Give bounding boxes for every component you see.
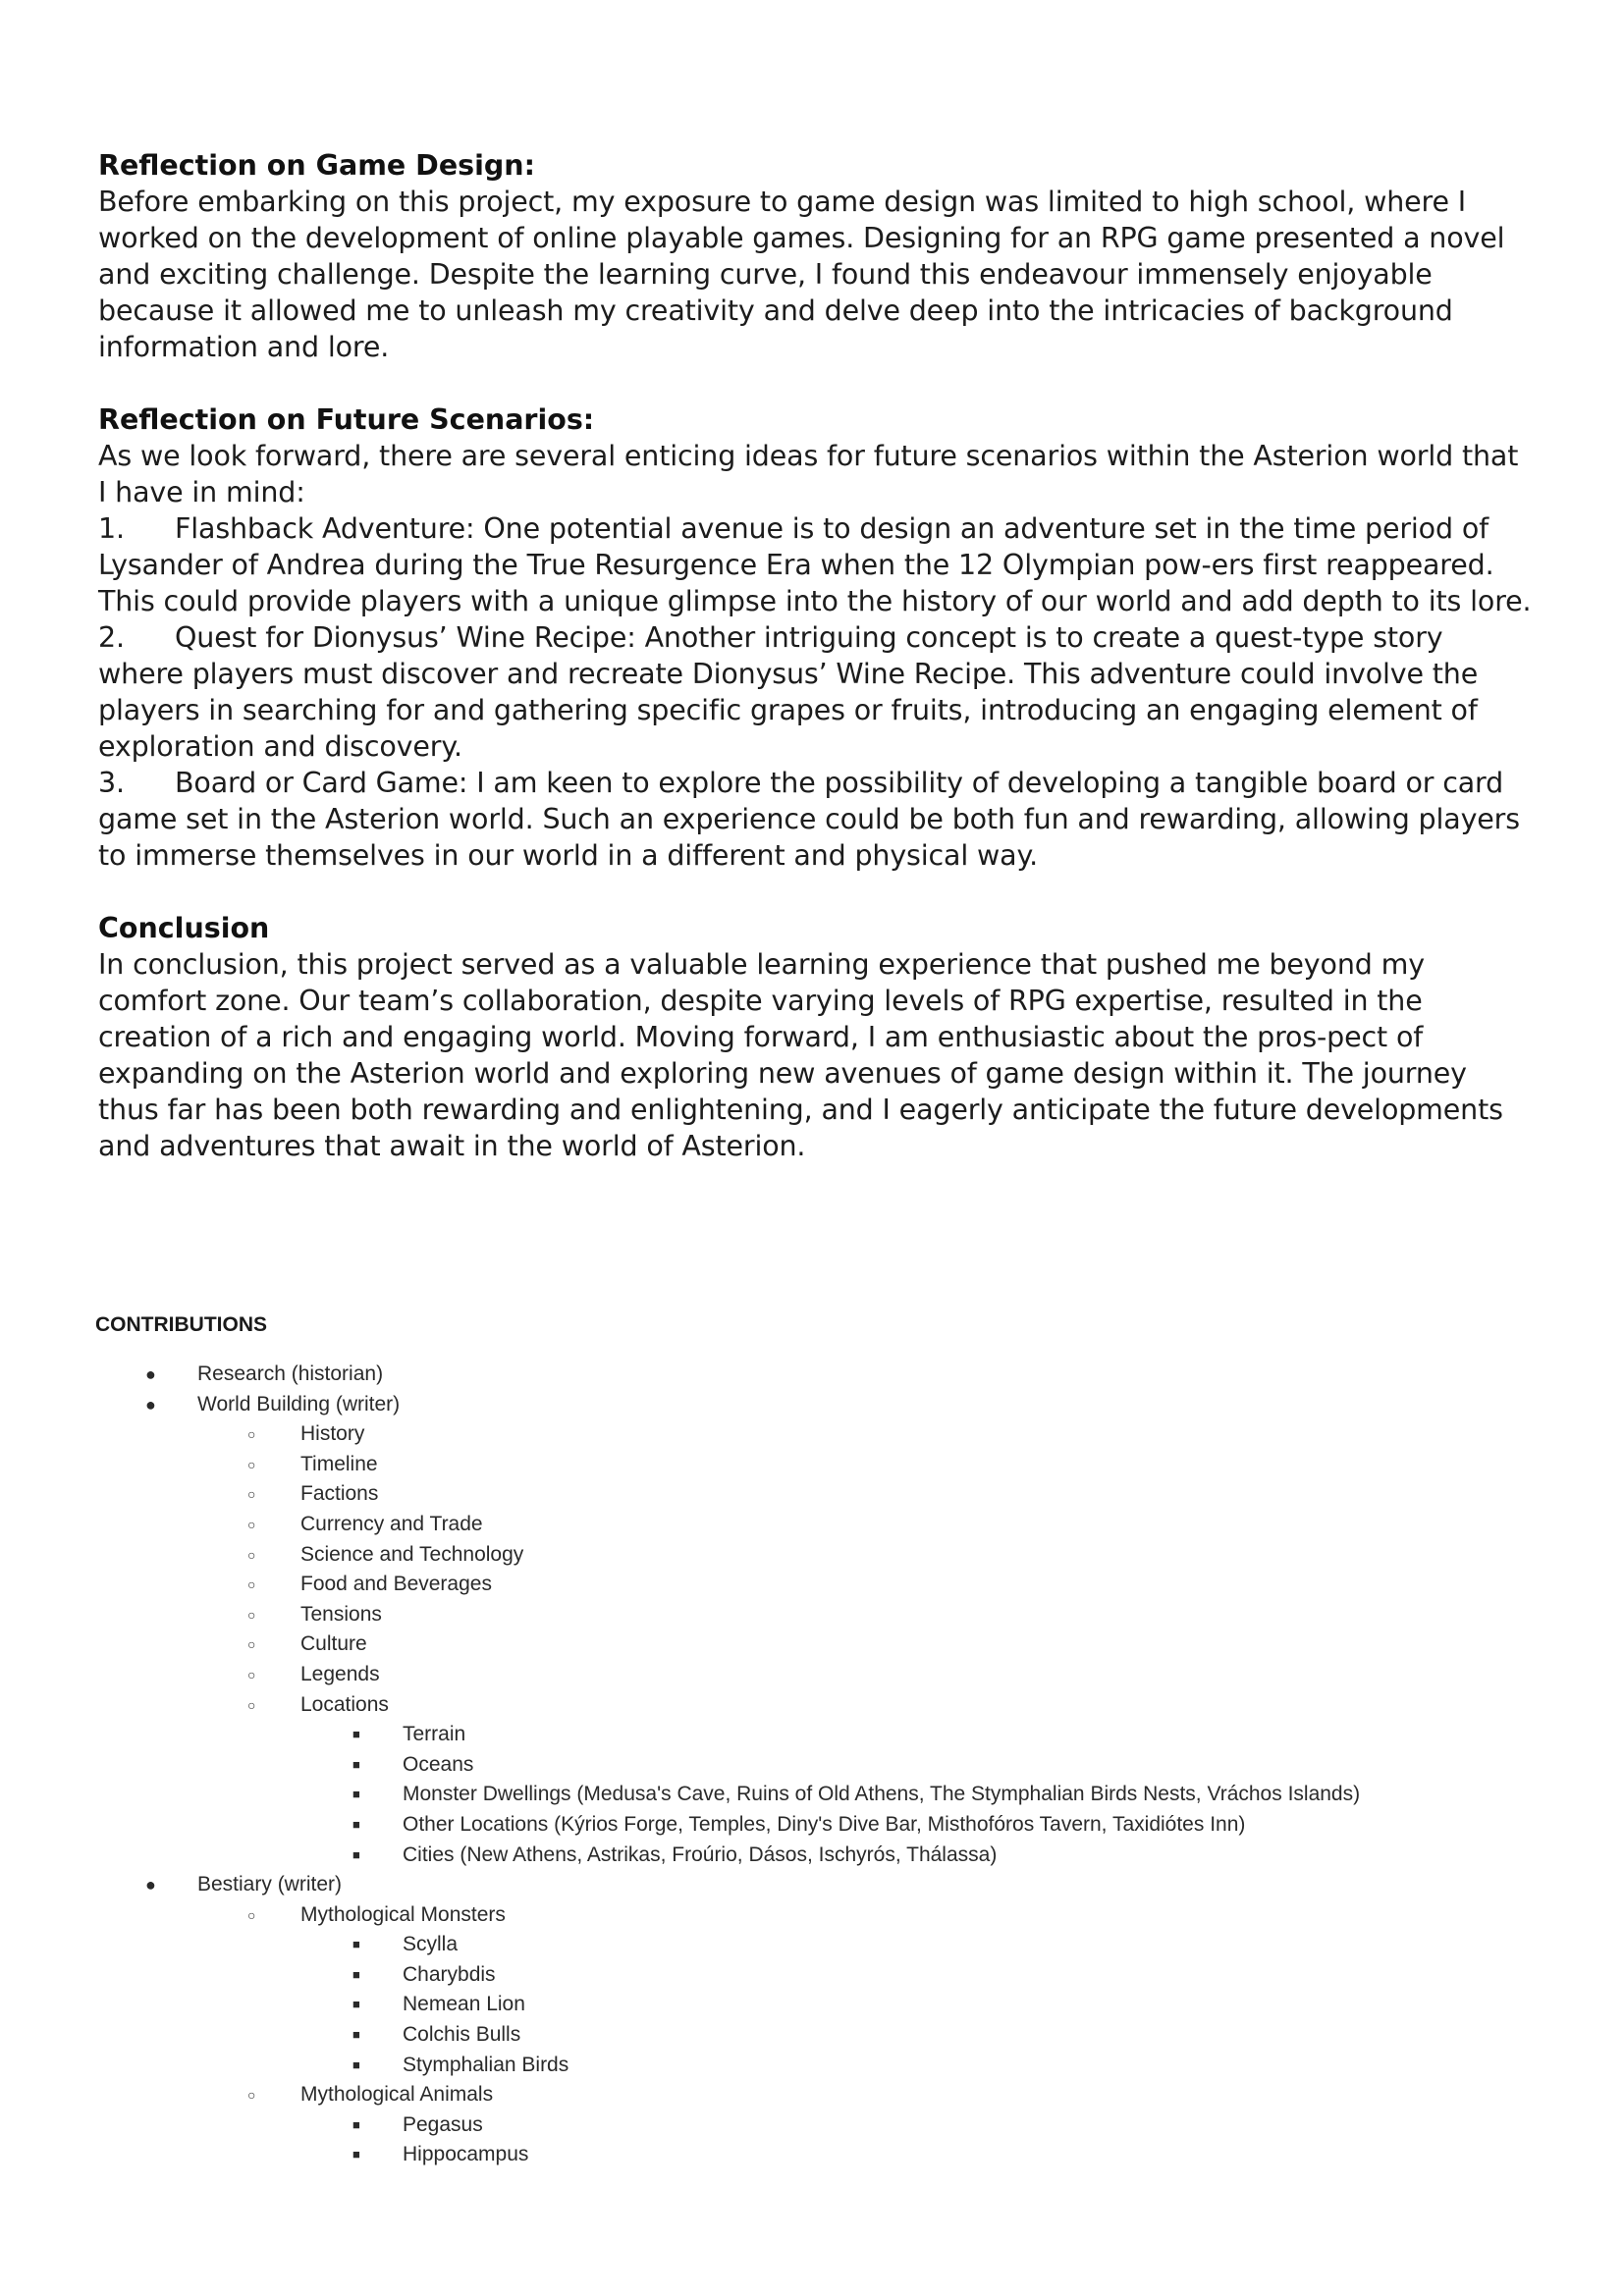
bullet-icon: ■ [352,1846,360,1862]
list-item-text: Cities (New Athens, Astrikas, Froúrio, Dásos, Ischyrós, Thálassa) [403,1842,998,1866]
list-item [95,1690,1529,1721]
list-item [95,1930,1529,1960]
list-item [95,1841,1529,1871]
list-item [95,1900,1529,1931]
list-item-text: Culture [300,1632,367,1656]
list-item-text: History [300,1422,365,1446]
bullet-icon: ■ [352,1966,360,1982]
list-item [95,1870,1529,1900]
list-item-text: Timeline [300,1452,378,1475]
list-item-text: Nemean Lion [403,1993,525,2016]
list-item [95,1360,1529,1390]
section-heading: Reflection on Game Design: [98,149,535,182]
section-future-scenarios [98,401,1532,874]
list-item [98,510,1532,619]
list-item-text: Currency and Trade [300,1512,483,1535]
item-text: Quest for Dionysus’ Wine Recipe: Another intriguing concept is to create a quest-type story where players must discover and recreate Dionysus’ Wine Recipe. This adventure could involve the players in searching for and gathering specific grapes or fruits, introducing an engaging element of exploration and discovery. [98,621,1479,763]
list-item-text: Food and Beverages [300,1573,492,1596]
list-item [95,1600,1529,1630]
list-item [95,1960,1529,1991]
list-item [95,1720,1529,1750]
section-heading: Reflection on Future Scenarios: [98,403,595,436]
bullet-icon: ○ [247,1426,256,1443]
list-item [95,1780,1529,1810]
bullet-icon: ○ [247,1696,256,1713]
list-item-text: Stymphalian Birds [403,2053,569,2076]
item-text: Flashback Adventure: One potential avenue is to design an adventure set in the time period of Lysander of Andrea during the True Resurgence Era when the 12 Olympian pow-ers first reappeared. This could provide players with a unique glimpse into the history of our world and add depth to its lore. [98,512,1532,617]
bullet-icon: ■ [352,1727,360,1742]
bullet-icon: ■ [352,1937,360,1952]
list-item-text: Hippocampus [403,2143,529,2166]
list-item-text: Monster Dwellings (Medusa's Cave, Ruins of Old Athens, The Stymphalian Birds Nests, Vráchos Islands) [403,1783,1361,1806]
section-paragraph: Before embarking on this project, my exposure to game design was limited to high school, where I worked on the development of online playable games. Designing for an RPG game presented a novel and exciting challenge. Despite the learning curve, I found this endeavour immensely enjoyable because it allowed me to unleash my creativity and delve deep into the intricacies of background information and lore. [98,186,1505,363]
bullet-icon: ■ [352,2147,360,2163]
list-item [95,1570,1529,1600]
section-paragraph: In conclusion, this project served as a valuable learning experience that pushed me beyond my comfort zone. Our team’s collaboration, despite varying levels of RPG expertise, resulted in the creation of a rich and engaging world. Moving forward, I am enthusiastic about the pros-pect of expanding on the Asterion world and exploring new avenues of game design within it. The journey thus far has been both rewarding and enlightening, and I eagerly anticipate the future developments and adventures that await in the world of Asterion. [98,948,1503,1162]
bullet-icon: ○ [247,1606,256,1623]
list-item [95,2140,1529,2170]
list-item-text: Factions [300,1482,379,1506]
bullet-icon: ○ [247,1546,256,1563]
bullet-icon: ○ [247,1486,256,1503]
list-item-text: Tensions [300,1602,382,1626]
reflection-text [98,147,1532,1201]
list-item-text: Oceans [403,1752,474,1776]
list-item-text: Locations [300,1692,389,1716]
list-item-text: Legends [300,1662,380,1685]
list-item-text: Scylla [403,1933,459,1956]
section-game-design [98,147,1532,365]
list-item [95,1629,1529,1660]
list-item [95,2110,1529,2141]
bullet-icon: ○ [247,1576,256,1593]
bullet-icon: ● [145,1364,156,1384]
bullet-icon: ○ [247,1666,256,1682]
list-item-text: Mythological Monsters [300,1902,506,1926]
list-item [95,1479,1529,1510]
list-item [95,1750,1529,1781]
list-item [95,2020,1529,2051]
list-item-text: Pegasus [403,2112,483,2136]
section-heading: Conclusion [98,912,270,944]
item-number: 1. [98,512,125,545]
list-item-text: Mythological Animals [300,2083,494,2107]
list-item-text: Research (historian) [197,1362,384,1385]
section-intro: As we look forward, there are several enticing ideas for future scenarios within the Asterion world that I have in mind: [98,440,1519,508]
list-item [95,1990,1529,2020]
list-item [95,1450,1529,1480]
bullet-icon: ○ [247,1636,256,1653]
list-item [95,1390,1529,1420]
item-number: 3. [98,767,125,799]
bullet-icon: ■ [352,1756,360,1772]
list-item [98,619,1532,765]
section-conclusion [98,910,1532,1164]
contributions-title: CONTRIBUTIONS [95,1313,267,1336]
bullet-icon: ■ [352,2116,360,2132]
item-text: Board or Card Game: I am keen to explore the possibility of developing a tangible board or card game set in the Asterion world. Such an experience could be both fun and rewarding, allowing players to immerse themselves in our world in a different and physical way. [98,767,1520,872]
list-item-text: World Building (writer) [197,1392,401,1415]
list-item [95,1510,1529,1540]
contributions-section [95,1310,1529,2170]
list-item [95,1810,1529,1841]
list-item-text: Terrain [403,1723,466,1746]
list-item [98,765,1532,874]
bullet-icon: ■ [352,1816,360,1832]
bullet-icon: ○ [247,1456,256,1472]
list-item-text: Other Locations (Kýrios Forge, Temples, Diny's Dive Bar, Misthofóros Tavern, Taxidiótes Inn) [403,1812,1246,1836]
bullet-icon: ■ [352,2027,360,2043]
list-item [95,1419,1529,1450]
list-item-text: Bestiary (writer) [197,1873,343,1896]
list-item [95,1660,1529,1690]
bullet-icon: ● [145,1394,156,1415]
list-item [95,1540,1529,1571]
list-item-text: Science and Technology [300,1542,524,1566]
list-item-text: Charybdis [403,1962,496,1986]
bullet-icon: ● [145,1875,156,1896]
contributions-list [95,1360,1529,2170]
scenario-list [98,510,1532,874]
bullet-icon: ○ [247,2087,256,2104]
bullet-icon: ■ [352,1787,360,1802]
list-item [95,2080,1529,2110]
item-number: 2. [98,621,125,654]
bullet-icon: ■ [352,2056,360,2072]
bullet-icon: ■ [352,1997,360,2012]
bullet-icon: ○ [247,1516,256,1532]
bullet-icon: ○ [247,1906,256,1923]
list-item-text: Colchis Bulls [403,2023,521,2047]
list-item [95,2051,1529,2081]
